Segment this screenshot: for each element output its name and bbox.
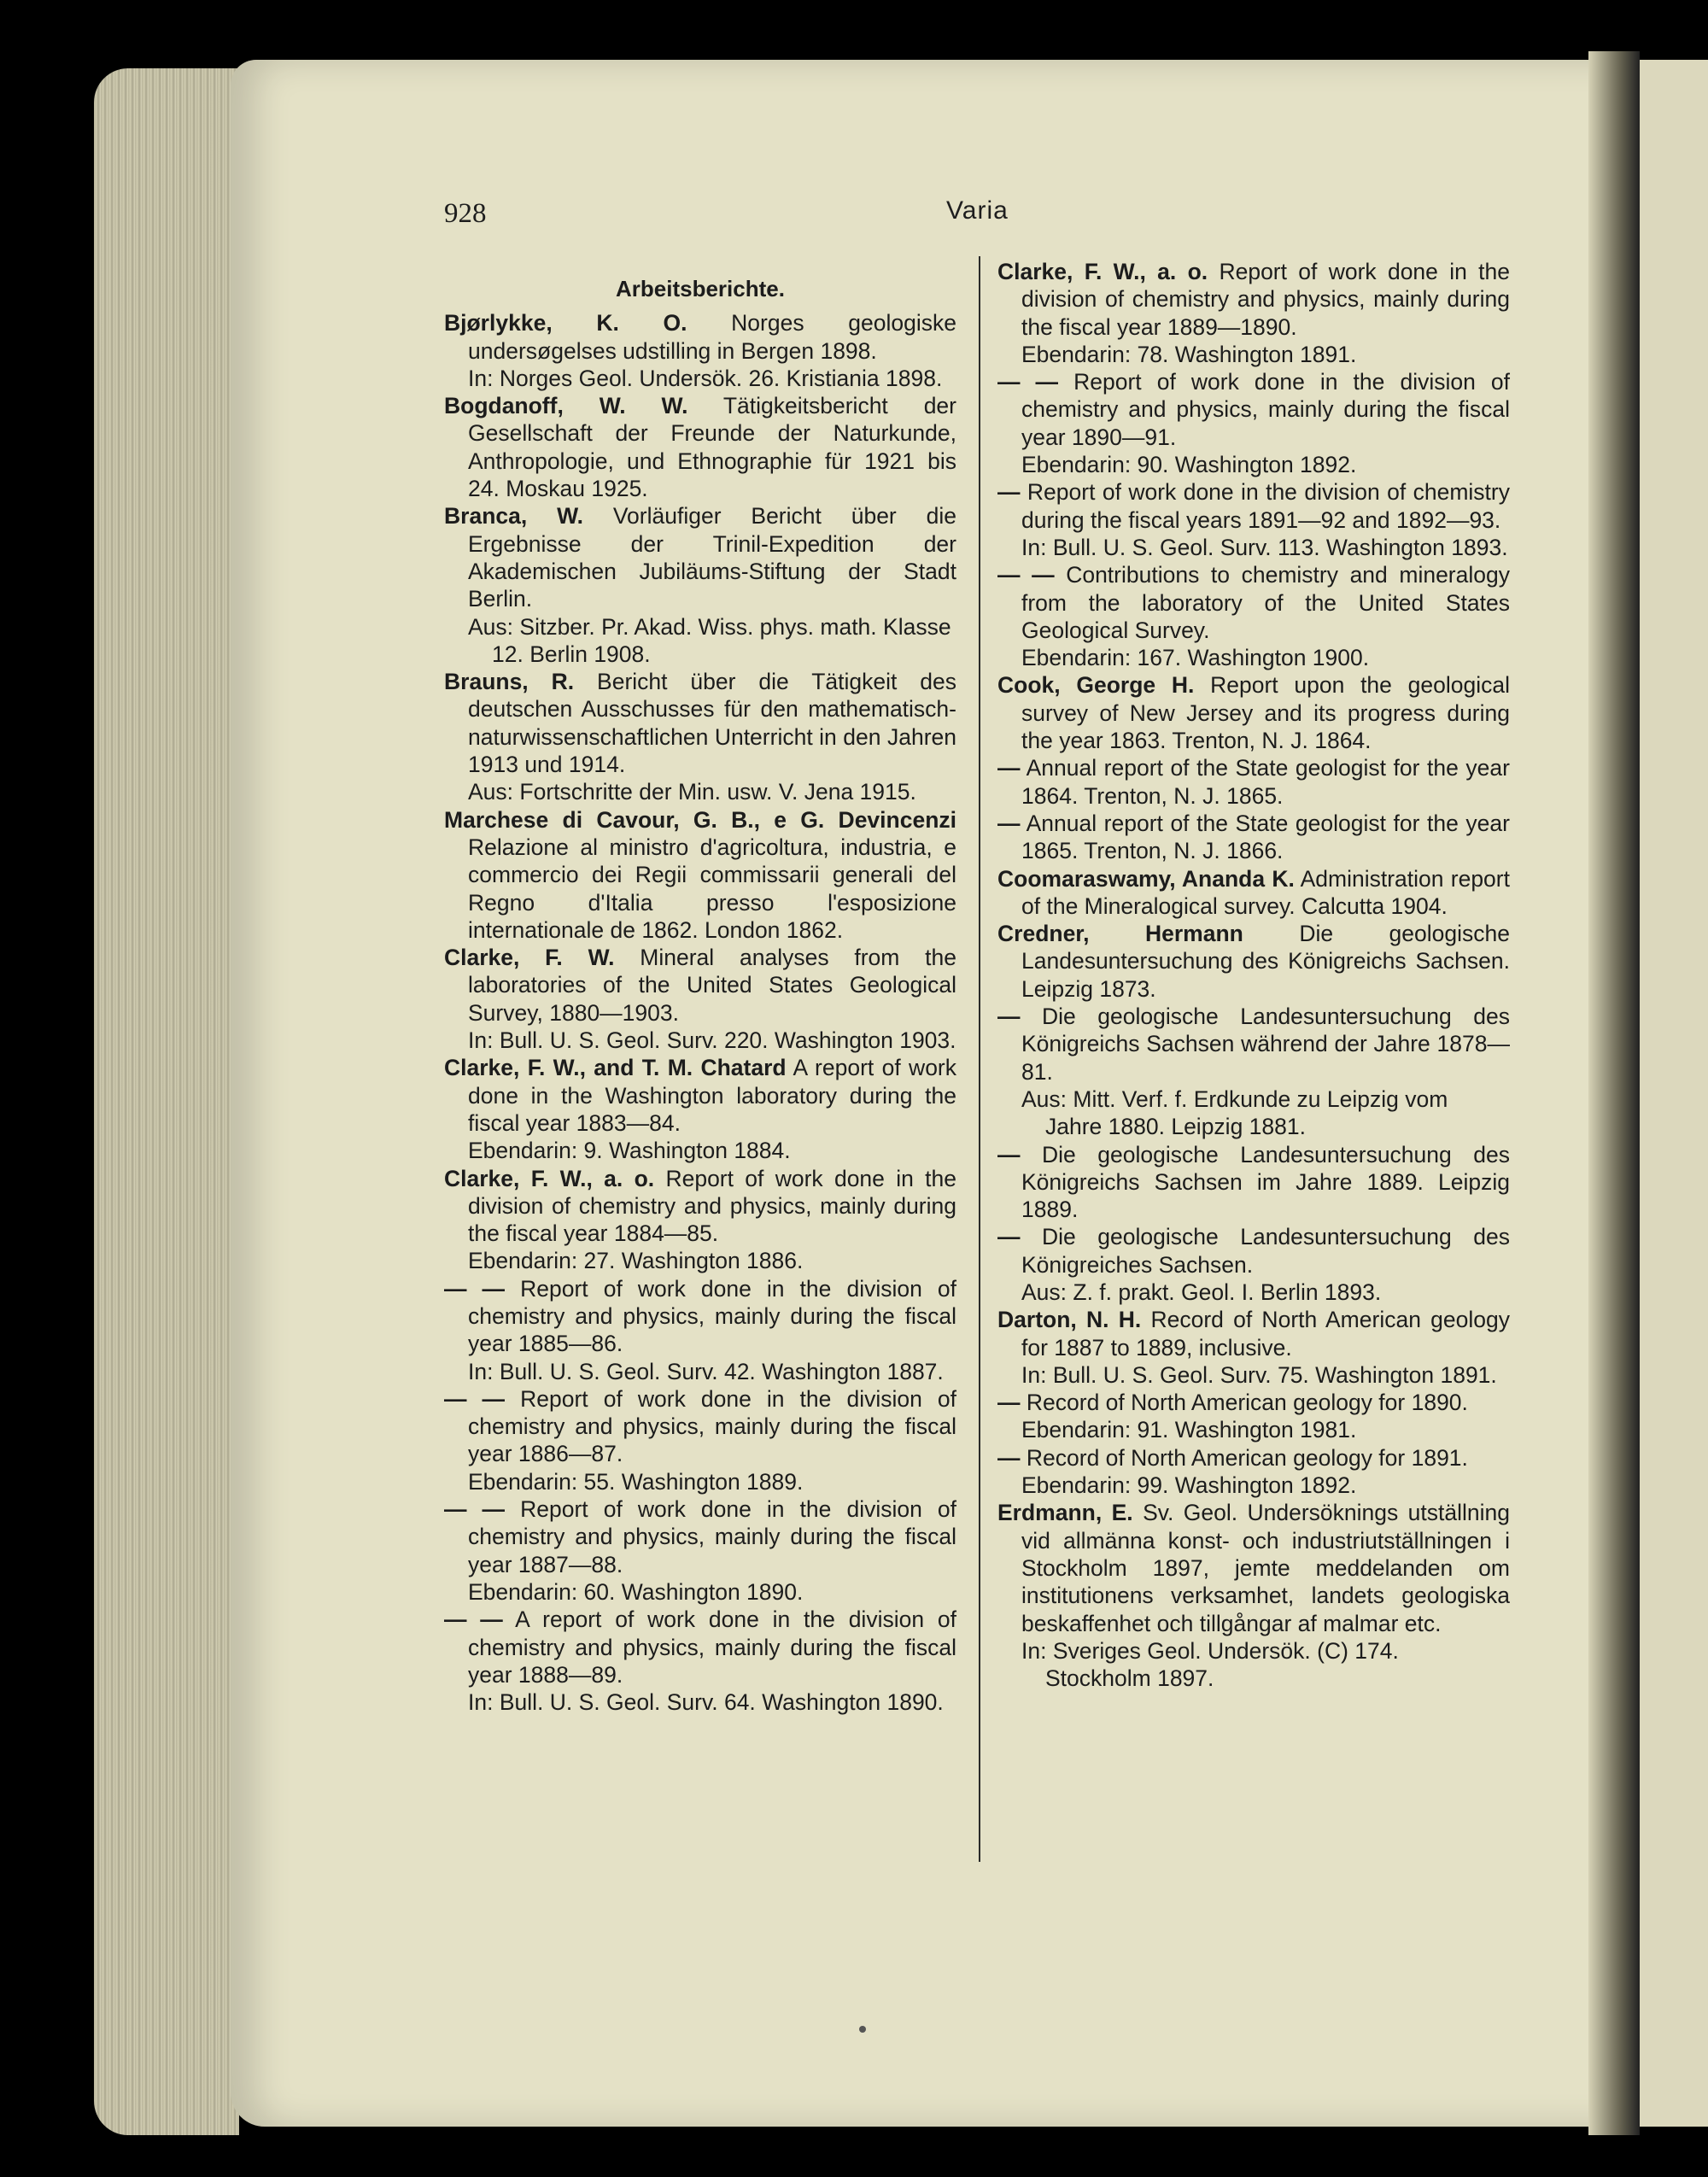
entry-author: Coomaraswamy, Ananda K. [997,865,1295,892]
entry-title: Annual report of the State geologist for the year 1865. Trenton, N. J. 1866. [1021,810,1510,864]
entry-main [444,1385,956,1468]
entry-title: Report of work done in the division of chemistry and physics, mainly during the fiscal year 1887—88. [468,1496,956,1577]
bibliography-entry [444,944,956,1054]
bibliography-entry [444,1165,956,1275]
entry-title: Norges geologiske undersøgelses udstilling in Bergen 1898. [468,310,956,364]
entry-source: In: Bull. U. S. Geol. Surv. 113. Washington 1893. [1021,534,1508,560]
entry-main [997,258,1510,341]
entry-main [997,671,1510,754]
bibliography-entry [997,754,1510,810]
entry-main [997,368,1510,451]
entry-author: — — [444,1496,506,1523]
entry-author: — — [997,369,1059,395]
entry-source: Aus: Mitt. Verf. f. Erdkunde zu Leipzig vom Jahre 1880. Leipzig 1881. [1021,1086,1448,1140]
entry-main [444,1275,956,1358]
entry-author: — [997,1224,1021,1250]
entry-main [444,1054,956,1137]
entry-main [997,920,1510,1003]
entry-title: A report of work done in the division of chemistry and physics, mainly during the fiscal year 1888—89. [468,1606,956,1688]
entry-source: In: Norges Geol. Undersök. 26. Kristiania 1898. [468,365,943,391]
bibliography-entry [997,478,1510,561]
bibliography-entry [997,368,1510,478]
entry-title: Die geologische Landesuntersuchung des Königreiches Sachsen. [1021,1224,1510,1278]
entry-author: Marchese di Cavour, G. B., e G. Devincenzi [444,806,956,833]
entry-title: Report of work done in the division of chemistry and physics, mainly during the fiscal year 1886—87. [468,1385,956,1467]
entry-title: Tätigkeitsbericht der Gesellschaft der Freunde der Naturkunde, Anthropologie, und Ethnographie für 1921 bis 24. Moskau 1925. [468,393,956,502]
entry-main [997,478,1510,534]
entry-title: Administration report of the Mineralogical survey. Calcutta 1904. [1021,865,1510,919]
entry-source: Aus: Sitzber. Pr. Akad. Wiss. phys. math. Klasse 12. Berlin 1908. [468,613,951,667]
bibliography-entry [444,806,956,944]
entry-title: Bericht über die Tätigkeit des deutschen Ausschusses für den mathematisch-naturwissenschaftlichen Unterricht in den Jahren 1913 und 1914. [468,669,956,778]
left-column [444,275,956,1716]
bibliography-entry [444,1495,956,1606]
entry-author: Darton, N. H. [997,1307,1142,1333]
page-number: 928 [444,198,487,229]
bibliography-entry [444,1054,956,1164]
entry-main [997,1003,1510,1086]
entry-main [997,1306,1510,1361]
entry-source: Ebendarin: 78. Washington 1891. [1021,341,1357,367]
entry-main [444,806,956,944]
entry-title: Report of work done in the division of chemistry during the fiscal years 1891—92 and 1892—93. [1021,479,1510,533]
entry-author: Brauns, R. [444,669,575,695]
entry-author: — [997,1004,1021,1030]
entry-author: — [997,1390,1021,1416]
entry-source: Ebendarin: 90. Washington 1892. [1021,452,1357,478]
entry-author: Bogdanoff, W. W. [444,393,688,419]
bibliography-entry [997,1444,1510,1500]
bibliography-entry [444,1275,956,1385]
entry-main [444,309,956,365]
entry-author: — [997,1141,1021,1168]
entry-title: Report of work done in the division of chemistry and physics, mainly during the fiscal year 1890—91. [1021,369,1510,450]
left-entries [444,309,956,1716]
column-divider [979,256,980,1862]
bibliography-entry [997,865,1510,921]
entry-author: Clarke, F. W., a. o. [997,259,1208,284]
entry-source: Ebendarin: 167. Washington 1900. [1021,645,1370,671]
entry-main [997,1444,1510,1472]
entry-source: Ebendarin: 99. Washington 1892. [1021,1472,1357,1499]
entry-source: Ebendarin: 91. Washington 1981. [1021,1417,1357,1443]
entry-author: Clarke, F. W., a. o. [444,1165,655,1191]
section-heading: Arbeitsberichte. [616,276,785,301]
entry-title: Report of work done in the division of chemistry and physics, mainly during the fiscal year 1885—86. [468,1275,956,1357]
entry-title: Record of North American geology for 1891. [1026,1444,1468,1471]
entry-main [444,1495,956,1578]
entry-source: In: Sveriges Geol. Undersök. (C) 174. Stockholm 1897. [1021,1637,1399,1692]
entry-title: Report upon the geological survey of New Jersey and its progress during the year 1863. Trenton, N. J. 1864. [1021,672,1510,754]
entry-main [444,1165,956,1248]
entry-author: Cook, George H. [997,672,1195,699]
facing-page-edge [1640,60,1708,2127]
entry-source: Aus: Z. f. prakt. Geol. I. Berlin 1893. [1021,1279,1382,1305]
bibliography-entry [997,810,1510,865]
entry-source: In: Bull. U. S. Geol. Surv. 75. Washington 1891. [1021,1361,1497,1388]
entry-title: Mineral analyses from the laboratories of the United States Geological Survey, 1880—1903. [468,945,956,1026]
entry-main [444,668,956,778]
entry-title: Report of work done in the division of chemistry and physics, mainly during the fiscal year 1884—85. [468,1165,956,1247]
entry-source: Ebendarin: 55. Washington 1889. [468,1468,804,1495]
right-column [997,258,1510,1692]
running-title: Varia [946,196,1009,225]
entry-author: Bjørlykke, K. O. [444,310,687,336]
bibliography-entry [444,1606,956,1716]
entry-main [997,1499,1510,1636]
bibliography-entry [997,1003,1510,1140]
entry-source: Aus: Fortschritte der Min. usw. V. Jena 1915. [468,779,916,805]
bibliography-entry [997,920,1510,1003]
bibliography-entry [444,309,956,392]
ink-blot [859,2026,866,2033]
entry-source: Ebendarin: 27. Washington 1886. [468,1248,804,1274]
entry-main [997,1141,1510,1224]
bibliography-entry [997,1223,1510,1306]
bibliography-entry [444,392,956,502]
entry-author: Clarke, F. W. [444,945,615,971]
entry-main [997,1223,1510,1279]
entry-title: Die geologische Landesuntersuchung des Königreichs Sachsen. Leipzig 1873. [1021,921,1510,1002]
entry-title: Contributions to chemistry and mineralogy from the laboratory of the United States Geological Survey. [1021,562,1510,643]
right-entries [997,258,1510,1692]
entry-source: In: Bull. U. S. Geol. Surv. 220. Washington 1903. [468,1027,956,1054]
entry-author: Credner, Hermann [997,921,1243,947]
entry-source: Ebendarin: 9. Washington 1884. [468,1138,791,1164]
book-spine [1588,51,1640,2135]
entry-source: Ebendarin: 60. Washington 1890. [468,1578,804,1605]
entry-main [997,865,1510,921]
entry-source: In: Bull. U. S. Geol. Surv. 64. Washington 1890. [468,1689,944,1716]
entry-title: A report of work done in the Washington laboratory during the fiscal year 1883—84. [468,1055,957,1136]
entry-author: Erdmann, E. [997,1500,1133,1526]
entry-title: Report of work done in the division of chemistry and physics, mainly during the fiscal year 1889—1890. [1021,259,1510,340]
bibliography-entry [997,1499,1510,1692]
bibliography-entry [997,1306,1510,1389]
entry-title: Record of North American geology for 1890. [1026,1390,1468,1416]
entry-author: Branca, W. [444,503,583,530]
entry-main [997,561,1510,644]
entry-author: — — [444,1385,506,1412]
entry-main [997,810,1510,865]
bibliography-entry [997,561,1510,671]
entry-title: Die geologische Landesuntersuchung des Königreichs Sachsen während der Jahre 1878—81. [1021,1004,1510,1085]
entry-title: Sv. Geol. Undersöknings utställning vid allmänna konst- och industriutställningen i Stockholm 1897, jemte meddelanden om institutionens verksamhet, landets geologiska beskaffenhet och tillgångar af malmar etc. [1021,1500,1510,1636]
entry-main [444,1606,956,1688]
bibliography-entry [997,671,1510,754]
bibliography-entry [997,258,1510,368]
entry-title: Annual report of the State geologist for the year 1864. Trenton, N. J. 1865. [1021,755,1510,809]
bibliography-entry [444,1385,956,1495]
entry-author: Clarke, F. W., and T. M. Chatard [444,1055,787,1081]
entry-author: — — [444,1606,503,1633]
bibliography-entry [444,502,956,668]
entry-author: — [997,755,1021,781]
entry-author: — [997,1444,1021,1471]
entry-title: Record of North American geology for 1887 to 1889, inclusive. [1021,1307,1510,1361]
entry-title: Relazione al ministro d'agricoltura, industria, e commercio dei Regii commissarii generali del Regno d'Italia presso l'esposizione internationale de 1862. London 1862. [468,834,956,943]
entry-author: — — [997,562,1055,588]
entry-author: — [997,479,1021,506]
entry-author: — — [444,1275,506,1302]
bibliography-entry [997,1389,1510,1444]
bibliography-entry [444,668,956,805]
page-edges [94,68,239,2135]
entry-source: In: Bull. U. S. Geol. Surv. 42. Washington 1887. [468,1358,944,1384]
entry-main [997,1389,1510,1416]
entry-title: Die geologische Landesuntersuchung des Königreichs Sachsen im Jahre 1889. Leipzig 1889. [1021,1141,1510,1223]
entry-author: — [997,810,1021,836]
entry-main [444,392,956,502]
entry-main [444,944,956,1027]
entry-main [997,754,1510,810]
entry-main [444,502,956,612]
entry-title: Vorläufiger Bericht über die Ergebnisse der Trinil-Expedition der Akademischen Jubiläums-Stiftung der Stadt Berlin. [468,503,956,612]
bibliography-entry [997,1141,1510,1224]
